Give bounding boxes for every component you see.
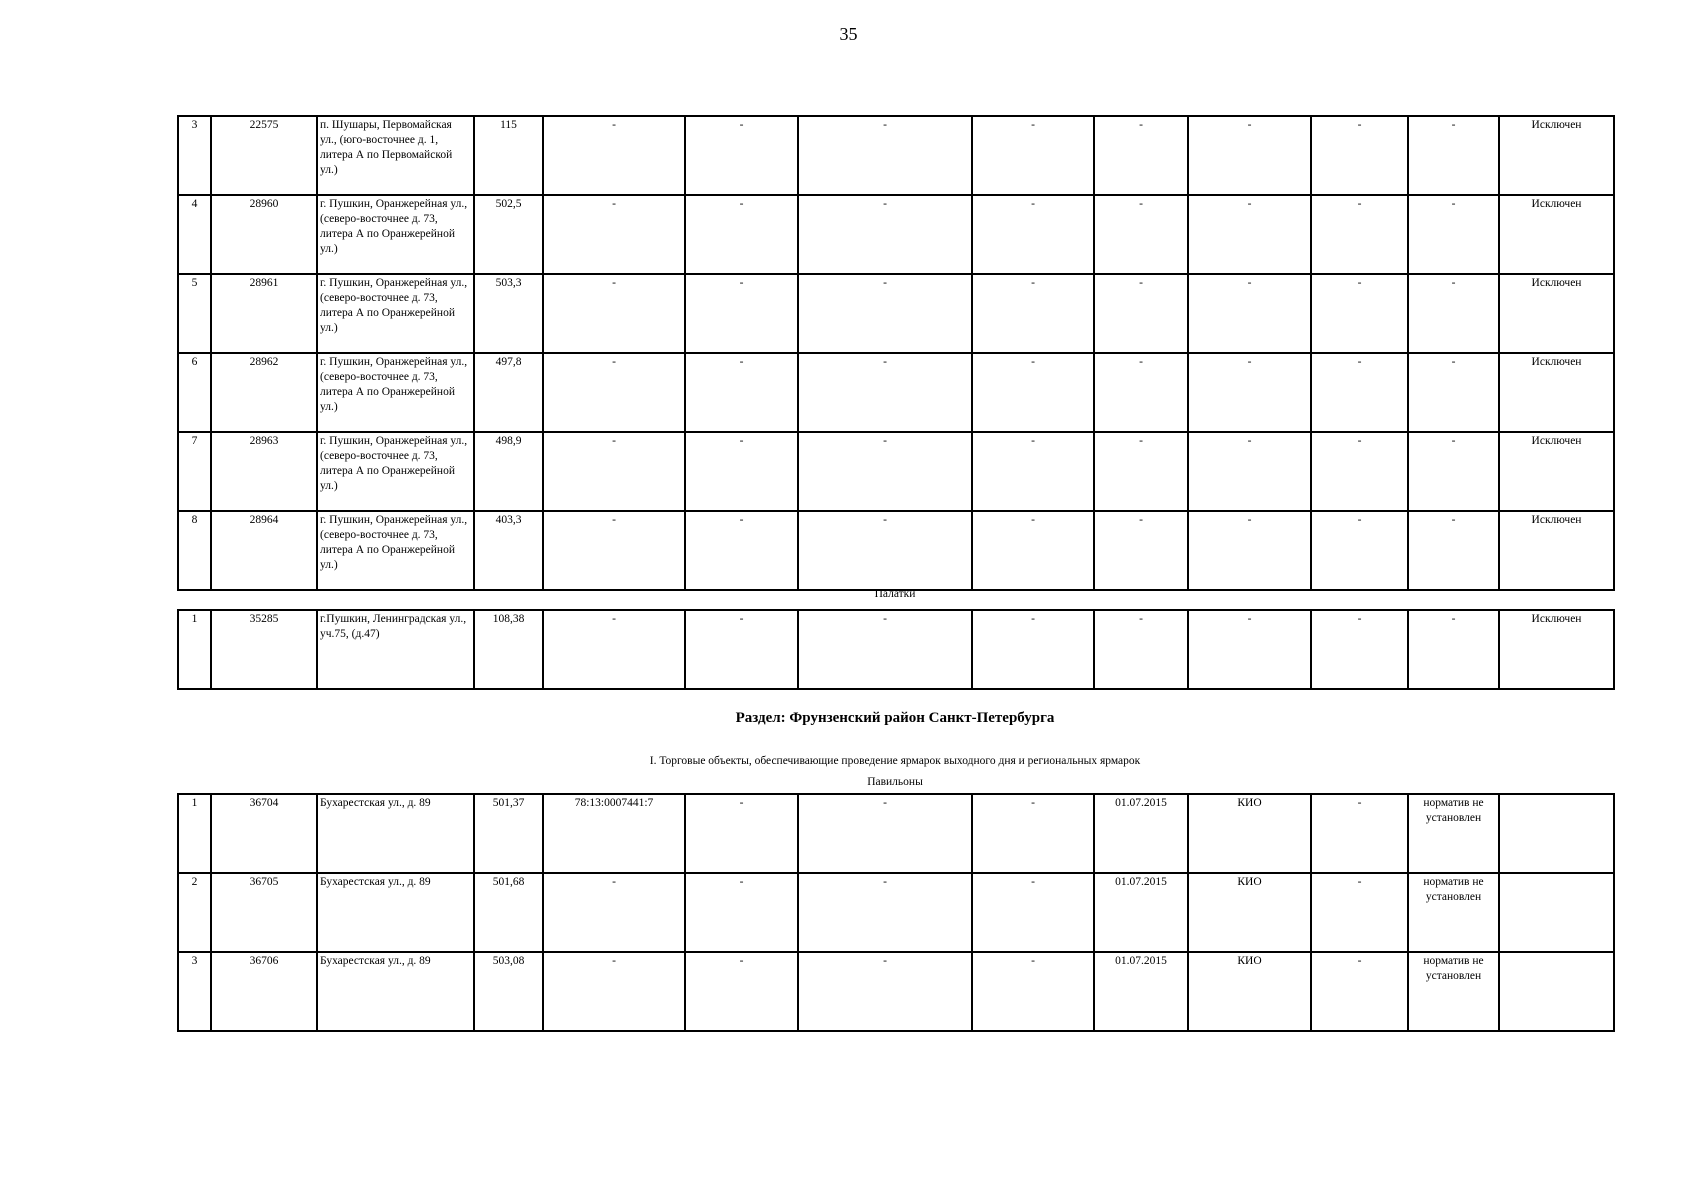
cell-c7: - — [798, 610, 972, 689]
cell-status: Исключен — [1499, 511, 1614, 590]
cell-address: г.Пушкин, Ленинградская ул., уч.75, (д.47) — [317, 610, 474, 689]
table-row — [178, 610, 1614, 689]
cell-c5: - — [543, 432, 685, 511]
cell-num: 2 — [178, 873, 211, 952]
cell-address: Бухарестская ул., д. 89 — [317, 952, 474, 1031]
cell-c10: КИО — [1188, 794, 1311, 873]
cell-status: Исключен — [1499, 195, 1614, 274]
cell-c12: - — [1408, 610, 1499, 689]
cell-status — [1499, 873, 1614, 952]
cell-c12: норматив не установлен — [1408, 794, 1499, 873]
cell-id: 28960 — [211, 195, 317, 274]
cell-area: 498,9 — [474, 432, 543, 511]
cell-c12: - — [1408, 116, 1499, 195]
page-number: 35 — [839, 24, 858, 44]
cell-num: 3 — [178, 116, 211, 195]
cell-c7: - — [798, 952, 972, 1031]
cell-c12: - — [1408, 195, 1499, 274]
cell-address: г. Пушкин, Оранжерейная ул., (северо-восточнее д. 73, литера А по Оранжерейной ул.) — [317, 511, 474, 590]
cell-id: 28961 — [211, 274, 317, 353]
cell-num: 1 — [178, 610, 211, 689]
cell-num: 5 — [178, 274, 211, 353]
cell-c7: - — [798, 794, 972, 873]
table-kolpinsky-pavilions — [177, 115, 1615, 591]
cell-c8: - — [972, 794, 1094, 873]
cell-c8: - — [972, 274, 1094, 353]
cell-c11: - — [1311, 511, 1408, 590]
cell-c11: - — [1311, 610, 1408, 689]
cell-num: 3 — [178, 952, 211, 1031]
cell-c10: - — [1188, 116, 1311, 195]
cell-c8: - — [972, 116, 1094, 195]
cell-c10: - — [1188, 432, 1311, 511]
cell-c12: норматив не установлен — [1408, 873, 1499, 952]
cell-status: Исключен — [1499, 432, 1614, 511]
table-row — [178, 873, 1614, 952]
cell-c10: КИО — [1188, 873, 1311, 952]
cell-c11: - — [1311, 195, 1408, 274]
cell-c5: - — [543, 610, 685, 689]
cell-c10: - — [1188, 195, 1311, 274]
cell-address: г. Пушкин, Оранжерейная ул., (северо-восточнее д. 73, литера А по Оранжерейной ул.) — [317, 274, 474, 353]
cell-c7: - — [798, 274, 972, 353]
cell-c11: - — [1311, 116, 1408, 195]
cell-c7: - — [798, 116, 972, 195]
cell-id: 36705 — [211, 873, 317, 952]
cell-id: 28962 — [211, 353, 317, 432]
cell-num: 4 — [178, 195, 211, 274]
cell-c7: - — [798, 195, 972, 274]
cell-c6: - — [685, 432, 798, 511]
cell-area: 501,68 — [474, 873, 543, 952]
cell-c6: - — [685, 873, 798, 952]
cell-c8: - — [972, 353, 1094, 432]
cell-c8: - — [972, 195, 1094, 274]
cell-c5: - — [543, 195, 685, 274]
cell-id: 36706 — [211, 952, 317, 1031]
cell-status: Исключен — [1499, 116, 1614, 195]
cell-address: г. Пушкин, Оранжерейная ул., (северо-восточнее д. 73, литера А по Оранжерейной ул.) — [317, 195, 474, 274]
table-row — [178, 432, 1614, 511]
cell-c9: 01.07.2015 — [1094, 873, 1188, 952]
cell-c6: - — [685, 952, 798, 1031]
cell-num: 6 — [178, 353, 211, 432]
cell-status — [1499, 794, 1614, 873]
cell-c10: - — [1188, 274, 1311, 353]
cell-c9: - — [1094, 274, 1188, 353]
subsection-title: Палатки — [874, 588, 916, 600]
cell-c11: - — [1311, 873, 1408, 952]
cell-c11: - — [1311, 274, 1408, 353]
cell-address: Бухарестская ул., д. 89 — [317, 873, 474, 952]
cell-c9: - — [1094, 511, 1188, 590]
cell-c9: - — [1094, 195, 1188, 274]
subsection-title: Павильоны — [867, 776, 923, 788]
section-title: Раздел: Фрунзенский район Санкт-Петербурга — [735, 710, 1055, 726]
table-row — [178, 353, 1614, 432]
cell-status: Исключен — [1499, 353, 1614, 432]
cell-c12: норматив не установлен — [1408, 952, 1499, 1031]
cell-c6: - — [685, 274, 798, 353]
cell-c8: - — [972, 952, 1094, 1031]
cell-address: г. Пушкин, Оранжерейная ул., (северо-восточнее д. 73, литера А по Оранжерейной ул.) — [317, 432, 474, 511]
cell-area: 497,8 — [474, 353, 543, 432]
cell-num: 8 — [178, 511, 211, 590]
table-row — [178, 511, 1614, 590]
table-row — [178, 952, 1614, 1031]
cell-c8: - — [972, 511, 1094, 590]
cell-address: п. Шушары, Первомайская ул., (юго-восточнее д. 1, литера А по Первомайской ул.) — [317, 116, 474, 195]
cell-area: 403,3 — [474, 511, 543, 590]
cell-c5: - — [543, 511, 685, 590]
cell-c5: - — [543, 274, 685, 353]
table-tents — [177, 609, 1615, 690]
cell-id: 36704 — [211, 794, 317, 873]
table-body — [178, 610, 1614, 689]
cell-c10: - — [1188, 511, 1311, 590]
cell-id: 22575 — [211, 116, 317, 195]
cell-id: 28964 — [211, 511, 317, 590]
cell-c8: - — [972, 432, 1094, 511]
table-row — [178, 274, 1614, 353]
cell-c10: - — [1188, 610, 1311, 689]
cell-status — [1499, 952, 1614, 1031]
cell-c9: 01.07.2015 — [1094, 952, 1188, 1031]
cell-area: 503,3 — [474, 274, 543, 353]
cell-status: Исключен — [1499, 610, 1614, 689]
cell-c5: - — [543, 952, 685, 1031]
cell-area: 501,37 — [474, 794, 543, 873]
cell-c5: - — [543, 116, 685, 195]
table-row — [178, 794, 1614, 873]
table-row — [178, 195, 1614, 274]
cell-c12: - — [1408, 353, 1499, 432]
cell-id: 28963 — [211, 432, 317, 511]
cell-num: 1 — [178, 794, 211, 873]
cell-c9: 01.07.2015 — [1094, 794, 1188, 873]
table-row — [178, 116, 1614, 195]
cell-address: г. Пушкин, Оранжерейная ул., (северо-восточнее д. 73, литера А по Оранжерейной ул.) — [317, 353, 474, 432]
cell-c7: - — [798, 432, 972, 511]
cell-c10: - — [1188, 353, 1311, 432]
cell-c6: - — [685, 610, 798, 689]
cell-c7: - — [798, 511, 972, 590]
cell-c12: - — [1408, 511, 1499, 590]
cell-c11: - — [1311, 952, 1408, 1031]
cell-c5: 78:13:0007441:7 — [543, 794, 685, 873]
table-frunzensky-pavilions — [177, 793, 1615, 1032]
cell-c5: - — [543, 353, 685, 432]
cell-id: 35285 — [211, 610, 317, 689]
cell-c11: - — [1311, 353, 1408, 432]
cell-c11: - — [1311, 432, 1408, 511]
cell-c6: - — [685, 511, 798, 590]
cell-c9: - — [1094, 610, 1188, 689]
cell-c9: - — [1094, 353, 1188, 432]
cell-area: 115 — [474, 116, 543, 195]
cell-num: 7 — [178, 432, 211, 511]
table-body — [178, 794, 1614, 1031]
cell-c7: - — [798, 873, 972, 952]
cell-c12: - — [1408, 432, 1499, 511]
cell-area: 108,38 — [474, 610, 543, 689]
cell-status: Исключен — [1499, 274, 1614, 353]
cell-c9: - — [1094, 432, 1188, 511]
cell-c6: - — [685, 195, 798, 274]
table-body — [178, 116, 1614, 590]
cell-c9: - — [1094, 116, 1188, 195]
cell-c8: - — [972, 873, 1094, 952]
category-title: I. Торговые объекты, обеспечивающие проведение ярмарок выходного дня и региональных ярмарок — [649, 755, 1141, 767]
cell-c6: - — [685, 794, 798, 873]
cell-area: 503,08 — [474, 952, 543, 1031]
cell-address: Бухарестская ул., д. 89 — [317, 794, 474, 873]
cell-c6: - — [685, 353, 798, 432]
cell-c8: - — [972, 610, 1094, 689]
cell-c6: - — [685, 116, 798, 195]
cell-c12: - — [1408, 274, 1499, 353]
cell-c5: - — [543, 873, 685, 952]
cell-c7: - — [798, 353, 972, 432]
cell-c10: КИО — [1188, 952, 1311, 1031]
cell-c11: - — [1311, 794, 1408, 873]
cell-area: 502,5 — [474, 195, 543, 274]
